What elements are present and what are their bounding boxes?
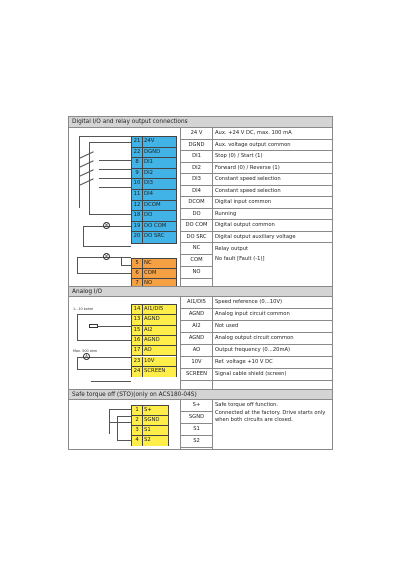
terminal-number: 22 — [132, 148, 143, 158]
terminal-label: 10V — [144, 357, 155, 364]
terminal-label: DO COM — [144, 222, 167, 229]
analog-description-column — [213, 297, 332, 389]
signal-cell: S2 — [181, 436, 212, 448]
terminal-number: 14 — [132, 305, 143, 314]
terminal-label: NC — [144, 260, 152, 266]
analog-schematic — [69, 297, 181, 389]
signal-cell: 10V — [181, 357, 212, 369]
terminal-number: 20 — [132, 232, 143, 243]
signal-cell: AI1/DI5 — [181, 297, 212, 309]
terminal-number: 12 — [132, 201, 143, 211]
relay-lamp-icon: × — [104, 253, 110, 260]
sto-section-header: Safe torque off (STO)(only on ACS180-04S) — [69, 389, 332, 400]
sto-terminal-block — [131, 405, 169, 446]
meter-note: Max. 500 ohm — [73, 349, 98, 353]
terminal-number: 5 — [132, 259, 143, 268]
signal-cell: DI4 — [181, 186, 212, 198]
terminal-label: S2 — [144, 437, 151, 443]
terminal-16 — [132, 336, 176, 346]
terminal-11 — [132, 190, 176, 201]
terminal-4 — [132, 436, 168, 446]
terminal-number: 18 — [132, 211, 143, 221]
description-cell: Stop (0) / Start (1) — [213, 151, 332, 163]
terminal-23 — [132, 357, 176, 367]
terminal-label: DO — [144, 212, 153, 219]
io-connection-table — [68, 116, 333, 450]
signal-cell: DO SRC — [181, 232, 212, 244]
terminal-number: 4 — [132, 436, 143, 446]
terminal-label: S+ — [144, 407, 152, 413]
terminal-number: 6 — [132, 269, 143, 278]
description-cell: Analog input circuit common — [213, 309, 332, 321]
description-cell: Forward (0) / Reverse (1) — [213, 163, 332, 175]
terminal-number: 16 — [132, 336, 143, 345]
ammeter-icon: A — [83, 353, 90, 360]
terminal-number: 17 — [132, 346, 143, 355]
terminal-number: 2 — [132, 416, 143, 425]
terminal-2 — [132, 416, 168, 426]
signal-cell: AGND — [181, 333, 212, 345]
terminal-label: SGND — [144, 417, 160, 423]
terminal-number: 13 — [132, 315, 143, 324]
terminal-label: DO SRC — [144, 233, 165, 240]
terminal-label: DGND — [144, 148, 161, 155]
signal-cell: DI2 — [181, 163, 212, 175]
signal-cell: DGND — [181, 140, 212, 152]
terminal-24 — [132, 367, 176, 377]
terminal-number: 7 — [132, 279, 143, 289]
terminal-6 — [132, 269, 176, 279]
terminal-12 — [132, 201, 176, 212]
digital-signal-column — [181, 128, 213, 286]
digital-schematic — [69, 128, 181, 286]
description-cell: Aux. +24 V DC, max. 100 mA — [213, 128, 332, 140]
description-cell: Aux. voltage output common — [213, 140, 332, 152]
signal-cell: AO — [181, 345, 212, 357]
terminal-number: 3 — [132, 426, 143, 435]
analog-signal-column — [181, 297, 213, 389]
analog-terminal-block — [131, 304, 177, 377]
digital-section-header: Digital I/O and relay output connections — [69, 117, 332, 128]
signal-cell: S+ — [181, 400, 212, 412]
terminal-label: SCREEN — [144, 367, 166, 374]
terminal-number: 11 — [132, 190, 143, 200]
terminal-label: DI2 — [144, 169, 154, 176]
sto-signal-column — [181, 400, 213, 449]
terminal-8 — [132, 158, 176, 169]
terminal-label: AI1/DI5 — [144, 306, 164, 312]
terminal-17 — [132, 346, 176, 356]
description-cell: Digital output common — [213, 220, 332, 232]
relay-terminal-block — [131, 258, 177, 289]
terminal-13 — [132, 315, 176, 325]
terminal-14 — [132, 305, 176, 315]
terminal-9 — [132, 169, 176, 180]
signal-cell: SGND — [181, 412, 212, 424]
terminal-number: 15 — [132, 326, 143, 335]
terminal-label: DI4 — [144, 191, 154, 197]
description-cell: Not used — [213, 321, 332, 333]
terminal-label: NO — [144, 279, 153, 286]
do-lamp-icon: × — [104, 222, 110, 229]
signal-cell: AI2 — [181, 321, 212, 333]
signal-cell: NC — [181, 243, 212, 255]
signal-cell: DCOM — [181, 197, 212, 209]
description-cell: Running — [213, 209, 332, 221]
terminal-number: 19 — [132, 222, 143, 232]
terminal-label: S1 — [144, 427, 151, 433]
signal-cell: DO COM — [181, 220, 212, 232]
terminal-number: 10 — [132, 179, 143, 189]
signal-cell: DI1 — [181, 151, 212, 163]
description-cell: No fault [Fault (-1)] — [215, 256, 265, 262]
terminal-label: AGND — [144, 316, 160, 323]
terminal-label: DI3 — [144, 180, 154, 187]
terminal-3 — [132, 426, 168, 436]
signal-cell: AGND — [181, 309, 212, 321]
description-cell: Analog output circuit common — [213, 333, 332, 345]
terminal-label: AI2 — [144, 326, 153, 333]
signal-cell: DI3 — [181, 174, 212, 186]
signal-cell: S1 — [181, 424, 212, 436]
terminal-number: 9 — [132, 169, 143, 179]
terminal-label: AO — [144, 347, 152, 354]
digital-description-column — [213, 128, 332, 286]
terminal-1 — [132, 406, 168, 416]
signal-cell: COM — [181, 255, 212, 267]
signal-cell: SCREEN — [181, 369, 212, 381]
terminal-22 — [132, 148, 176, 159]
terminal-number: 23 — [132, 357, 143, 366]
description-cell: Output frequency (0…20mA) — [213, 345, 332, 357]
terminal-20 — [132, 232, 176, 243]
sto-desc-line2: Connected at the factory. Drive starts only when both circuits are closed. — [215, 410, 326, 423]
terminal-label: 24V — [144, 138, 155, 144]
description-cell: Digital output auxiliary voltage — [213, 232, 332, 244]
description-cell: Ref. voltage +10 V DC — [213, 357, 332, 369]
terminal-label: COM — [144, 269, 157, 276]
digital-terminal-block — [131, 136, 177, 244]
description-cell: Signal cable shield (screen) — [213, 369, 332, 381]
terminal-18 — [132, 211, 176, 222]
terminal-label: DI1 — [144, 159, 154, 166]
signal-cell: NO — [181, 267, 212, 279]
sto-desc-line1: Safe torque off function. — [215, 402, 279, 408]
description-cell: Speed reference (0…10V) — [213, 297, 332, 309]
analog-section-header: Analog I/O — [69, 286, 332, 297]
terminal-number: 1 — [132, 406, 143, 415]
terminal-label: AGND — [144, 336, 160, 343]
signal-cell: DO — [181, 209, 212, 221]
signal-cell: 24 V — [181, 128, 212, 140]
description-cell: Constant speed selection — [213, 186, 332, 198]
pot-note: 1...10 kohm — [73, 307, 94, 311]
sto-description-column — [213, 400, 332, 449]
sto-schematic — [69, 400, 181, 449]
terminal-label: DCOM — [144, 201, 161, 208]
description-cell: Digital input common — [213, 197, 332, 209]
description-cell: Constant speed selection — [213, 174, 332, 186]
terminal-21 — [132, 137, 176, 148]
terminal-5 — [132, 259, 176, 269]
terminal-15 — [132, 326, 176, 336]
description-cell: Relay output — [215, 246, 249, 252]
terminal-number: 8 — [132, 158, 143, 168]
terminal-number: 24 — [132, 367, 143, 377]
terminal-10 — [132, 179, 176, 190]
terminal-19 — [132, 222, 176, 233]
terminal-number: 21 — [132, 137, 143, 147]
